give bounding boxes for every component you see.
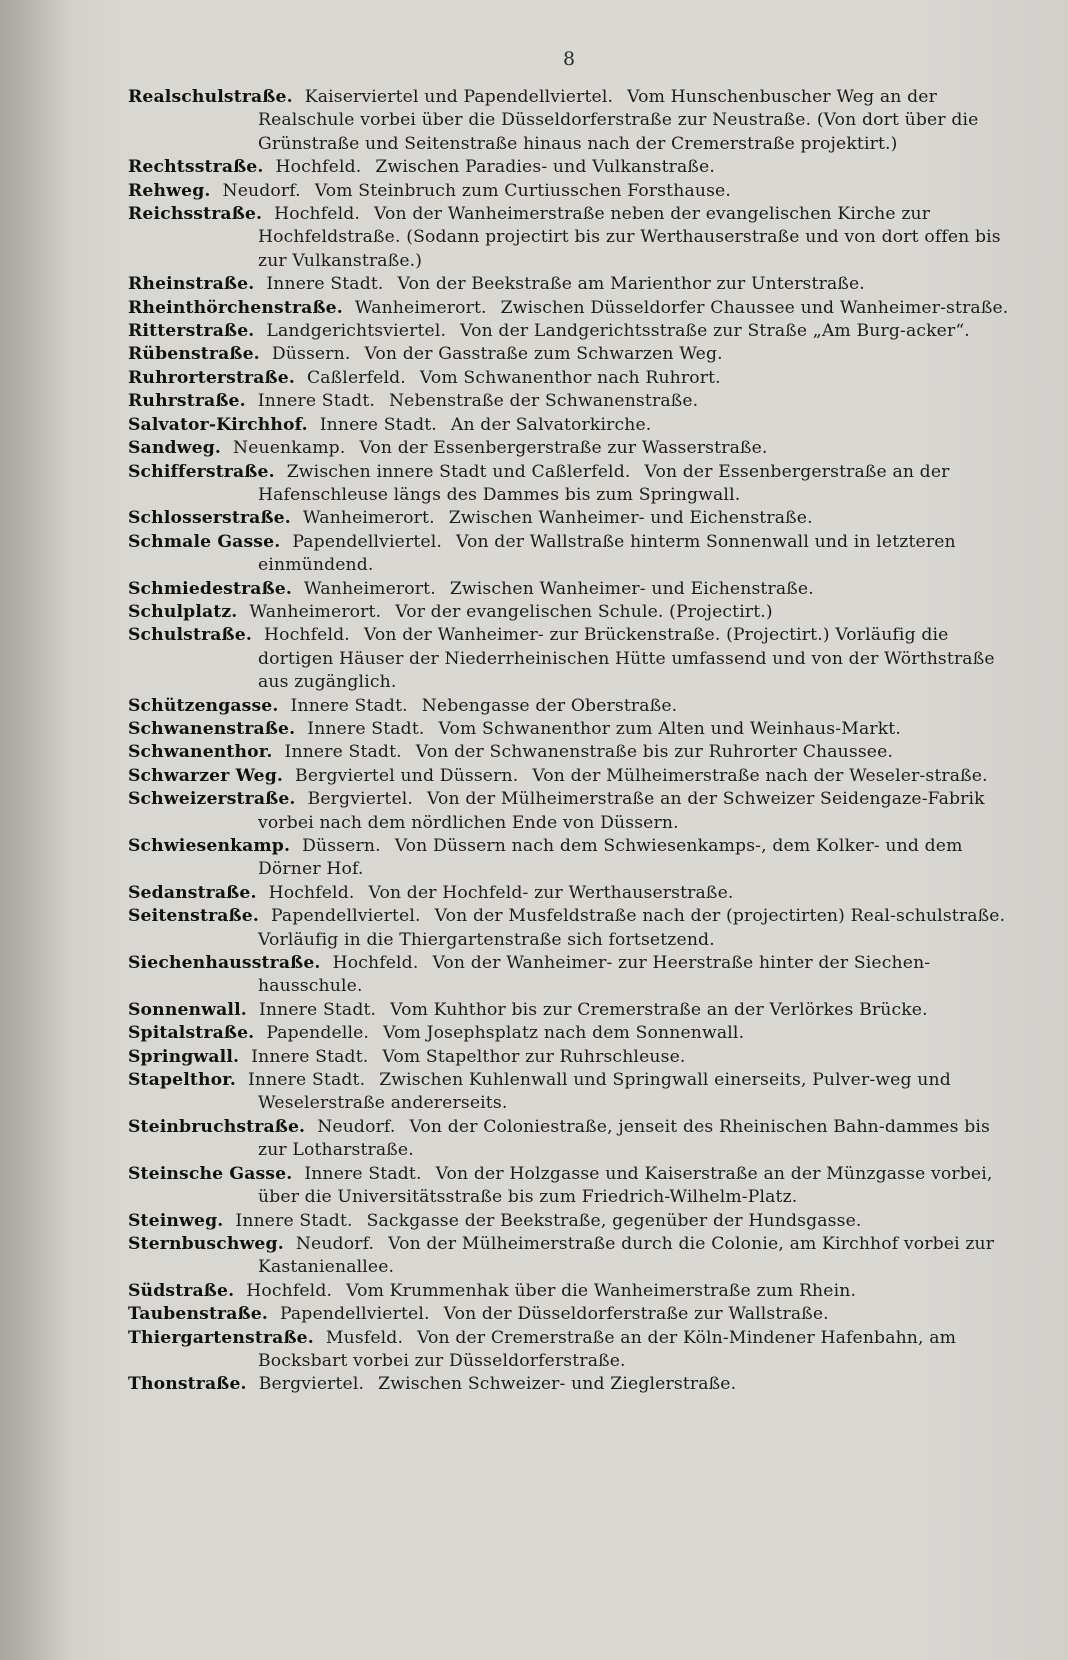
street-description: Vom Krummenhak über die Wanheimerstraße zum Rhein.	[346, 1280, 857, 1301]
street-entry	[128, 367, 1016, 390]
street-name: Rheinthörchenstraße.	[128, 297, 343, 318]
street-name: Schmale Gasse.	[128, 531, 281, 552]
street-name: Spitalstraße.	[128, 1023, 255, 1044]
street-description: Von der Coloniestraße, jenseit des Rheinischen Bahn-dammes bis zur Lotharstraße.	[258, 1116, 990, 1161]
street-description: Zwischen Schweizer- und Zieglerstraße.	[378, 1374, 737, 1395]
street-name: Schweizerstraße.	[128, 789, 296, 810]
street-entry	[128, 1303, 1016, 1326]
street-name: Siechenhausstraße.	[128, 953, 321, 974]
street-name: Steinweg.	[128, 1210, 224, 1231]
street-description: Zwischen Wanheimer- und Eichenstraße.	[448, 508, 813, 529]
street-entry	[128, 1210, 1016, 1233]
street-description: Von der Musfeldstraße nach der (projectirten) Real-schulstraße. Vorläufig in die Thiergartenstraße sich fortsetzend.	[258, 906, 1006, 950]
street-name: Taubenstraße.	[128, 1304, 268, 1325]
street-description: An der Salvatorkirche.	[450, 414, 652, 435]
street-district: Innere Stadt.	[251, 1046, 369, 1067]
street-name: Thiergartenstraße.	[128, 1327, 314, 1348]
street-district: Bergviertel.	[258, 1374, 365, 1395]
street-name: Rehweg.	[128, 180, 211, 201]
street-entry	[128, 1327, 1016, 1374]
street-entry	[128, 320, 1016, 343]
street-name: Schulplatz.	[128, 601, 238, 622]
street-description: Nebenstraße der Schwanenstraße.	[388, 391, 699, 412]
street-name: Rechtsstraße.	[128, 157, 264, 178]
street-district: Innere Stadt.	[266, 274, 384, 295]
street-entry	[128, 765, 1016, 788]
street-description: Zwischen Kuhlenwall und Springwall einerseits, Pulver-weg und Weselerstraße andererseits.	[258, 1070, 951, 1114]
street-district: Innere Stadt.	[319, 414, 437, 435]
street-description: Zwischen Wanheimer- und Eichenstraße.	[449, 578, 814, 599]
street-district: Düssern.	[302, 836, 381, 856]
page-number: 8	[562, 48, 576, 70]
street-entry	[128, 437, 1016, 460]
street-district: Neudorf.	[222, 180, 301, 201]
street-entry	[128, 273, 1016, 296]
street-description: Vom Steinbruch zum Curtiusschen Forsthause.	[314, 180, 731, 201]
street-district: Wanheimerort.	[302, 508, 435, 529]
street-description: Von der Wanheimer- zur Brückenstraße. (Projectirt.) Vorläufig die dortigen Häuser der Niederrheinischen Hütte umfassend und von der Wörthstraße aus zugänglich.	[258, 625, 995, 693]
street-name: Thonstraße.	[128, 1374, 247, 1395]
street-description: Von der Wanheimer- zur Heerstraße hinter der Siechen-hausschule.	[258, 953, 931, 997]
street-entry	[128, 601, 1016, 624]
street-description: Vor der evangelischen Schule. (Projectirt.)	[395, 601, 773, 622]
street-description: Zwischen Paradies- und Vulkanstraße.	[375, 157, 715, 178]
street-name: Schwarzer Weg.	[128, 765, 284, 786]
street-directory-list	[128, 86, 1016, 1397]
street-description: Nebengasse der Oberstraße.	[421, 695, 678, 716]
street-name: Springwall.	[128, 1046, 240, 1067]
street-district: Innere Stadt.	[284, 742, 402, 763]
street-district: Innere Stadt.	[247, 1070, 366, 1091]
street-description: Von der Wanheimerstraße neben der evangelischen Kirche zur Hochfeldstraße. (Sodann projectirt bis zur Werthauserstraße und von dort offen bis zur Vulkanstraße.)	[258, 204, 1001, 271]
street-description: Von der Cremerstraße an der Köln-Mindener Hafenbahn, am Bocksbart vorbei zur Düsseldorferstraße.	[258, 1327, 957, 1371]
street-description: Vom Hunschenbuscher Weg an der Realschule vorbei über die Düsseldorferstraße zur Neustraße. (Von dort über die Grünstraße und Seitenstraße hinaus nach der Cremerstraße projektirt.)	[258, 87, 979, 154]
street-description: Von der Hochfeld- zur Werthauserstraße.	[368, 882, 734, 903]
street-name: Schwanenthor.	[128, 742, 273, 763]
street-name: Sonnenwall.	[128, 999, 247, 1020]
street-district: Landgerichtsviertel.	[266, 321, 447, 342]
street-description: Von der Holzgasse und Kaiserstraße an der Münzgasse vorbei, über die Universitätsstraße bis zum Friedrich-Wilhelm-Platz.	[258, 1163, 993, 1208]
street-district: Innere Stadt.	[304, 1163, 422, 1184]
street-entry	[128, 788, 1016, 835]
street-district: Papendellviertel.	[292, 531, 442, 552]
street-name: Steinbruchstraße.	[128, 1116, 306, 1137]
street-district: Innere Stadt.	[307, 718, 425, 739]
street-entry	[128, 1046, 1016, 1069]
street-entry	[128, 203, 1016, 273]
street-description: Von der Mülheimerstraße an der Schweizer Seidengaze-Fabrik vorbei nach dem nördlichen Ende von Düssern.	[258, 789, 985, 833]
street-entry	[128, 1022, 1016, 1045]
street-district: Papendellviertel.	[279, 1304, 430, 1325]
street-district: Bergviertel und Düssern.	[295, 765, 519, 786]
street-entry	[128, 741, 1016, 764]
street-name: Seitenstraße.	[128, 906, 259, 927]
street-entry	[128, 1233, 1016, 1280]
street-entry	[128, 343, 1016, 366]
street-name: Sandweg.	[128, 438, 221, 459]
street-name: Schwiesenkamp.	[128, 836, 291, 856]
street-description: Zwischen Düsseldorfer Chaussee und Wanheimer-straße.	[500, 297, 1009, 318]
street-district: Zwischen innere Stadt und Caßlerfeld.	[286, 461, 631, 482]
street-district: Hochfeld.	[268, 882, 355, 903]
street-entry	[128, 835, 1016, 882]
street-entry	[128, 297, 1016, 320]
street-description: Sackgasse der Beekstraße, gegenüber der Hundsgasse.	[366, 1210, 862, 1231]
street-entry	[128, 999, 1016, 1022]
street-district: Neuenkamp.	[233, 438, 346, 459]
street-entry	[128, 1373, 1016, 1396]
street-description: Von der Landgerichtsstraße zur Straße „Am Burg-acker“.	[460, 321, 970, 342]
street-name: Sternbuschweg.	[128, 1233, 284, 1254]
street-name: Südstraße.	[128, 1280, 235, 1301]
street-description: Von der Essenbergerstraße zur Wasserstraße.	[359, 438, 768, 459]
street-district: Kaiserviertel und Papendellviertel.	[304, 87, 614, 107]
street-name: Ritterstraße.	[128, 321, 255, 342]
street-name: Steinsche Gasse.	[128, 1163, 293, 1184]
street-entry	[128, 718, 1016, 741]
street-description: Vom Josephsplatz nach dem Sonnenwall.	[383, 1023, 745, 1044]
street-description: Vom Schwanenthor zum Alten und Weinhaus-Markt.	[438, 718, 901, 739]
street-district: Hochfeld.	[246, 1280, 333, 1301]
street-entry	[128, 86, 1016, 156]
street-entry	[128, 952, 1016, 999]
street-description: Von der Essenbergerstraße an der Hafenschleuse längs des Dammes bis zum Springwall.	[258, 461, 950, 505]
street-description: Von der Gasstraße zum Schwarzen Weg.	[364, 344, 723, 365]
street-entry	[128, 624, 1016, 694]
street-entry	[128, 414, 1016, 437]
street-district: Musfeld.	[325, 1327, 404, 1348]
street-name: Schmiedestraße.	[128, 578, 293, 599]
street-name: Realschulstraße.	[128, 87, 293, 107]
street-name: Reichsstraße.	[128, 204, 263, 225]
street-description: Vom Schwanenthor nach Ruhrort.	[419, 367, 721, 388]
street-district: Bergviertel.	[307, 789, 414, 810]
street-entry	[128, 180, 1016, 203]
street-district: Hochfeld.	[275, 157, 362, 178]
street-district: Papendelle.	[266, 1023, 370, 1044]
street-entry	[128, 1116, 1016, 1163]
street-description: Von Düssern nach dem Schwiesenkamps-, dem Kolker- und dem Dörner Hof.	[258, 836, 963, 880]
street-district: Innere Stadt.	[290, 695, 408, 716]
street-name: Rheinstraße.	[128, 274, 255, 295]
street-district: Innere Stadt.	[235, 1210, 353, 1231]
street-district: Düssern.	[271, 344, 351, 365]
street-name: Stapelthor.	[128, 1070, 236, 1091]
street-entry	[128, 531, 1016, 578]
street-name: Schlosserstraße.	[128, 508, 291, 529]
street-district: Hochfeld.	[332, 953, 419, 974]
street-name: Salvator-Kirchhof.	[128, 414, 308, 435]
street-entry	[128, 905, 1016, 952]
street-description: Von der Schwanenstraße bis zur Ruhrorter Chaussee.	[415, 742, 894, 763]
street-district: Innere Stadt.	[257, 391, 375, 412]
street-district: Hochfeld.	[263, 625, 350, 646]
street-entry	[128, 578, 1016, 601]
street-description: Von der Mülheimerstraße nach der Weseler-straße.	[532, 765, 988, 786]
street-description: Vom Stapelthor zur Ruhrschleuse.	[382, 1046, 686, 1067]
street-name: Schützengasse.	[128, 695, 279, 716]
street-entry	[128, 156, 1016, 179]
street-district: Wanheimerort.	[354, 297, 487, 318]
street-description: Von der Mülheimerstraße durch die Colonie, am Kirchhof vorbei zur Kastanienallee.	[258, 1233, 995, 1278]
street-entry	[128, 461, 1016, 508]
street-name: Rübenstraße.	[128, 344, 260, 365]
street-name: Ruhrstraße.	[128, 391, 246, 412]
street-district: Wanheimerort.	[249, 601, 382, 622]
street-district: Innere Stadt.	[258, 999, 377, 1020]
page-gutter-shadow	[0, 0, 70, 1660]
street-name: Ruhrorterstraße.	[128, 367, 295, 388]
street-entry	[128, 507, 1016, 530]
street-entry	[128, 1280, 1016, 1303]
street-district: Caßlerfeld.	[306, 367, 406, 388]
street-entry	[128, 695, 1016, 718]
street-district: Wanheimerort.	[304, 578, 436, 599]
street-description: Vom Kuhthor bis zur Cremerstraße an der Verlörkes Brücke.	[390, 999, 928, 1020]
street-description: Von der Wallstraße hinterm Sonnenwall und in letzteren einmündend.	[258, 531, 956, 576]
street-description: Von der Beekstraße am Marienthor zur Unterstraße.	[397, 274, 865, 295]
street-name: Schifferstraße.	[128, 461, 275, 482]
street-description: Von der Düsseldorferstraße zur Wallstraße.	[443, 1304, 829, 1325]
street-name: Schulstraße.	[128, 625, 252, 646]
street-entry	[128, 882, 1016, 905]
street-entry	[128, 390, 1016, 413]
street-district: Neudorf.	[317, 1116, 396, 1137]
street-district: Papendellviertel.	[270, 906, 421, 927]
street-name: Schwanenstraße.	[128, 718, 296, 739]
street-entry	[128, 1069, 1016, 1116]
street-district: Neudorf.	[295, 1233, 375, 1254]
street-district: Hochfeld.	[274, 204, 361, 225]
street-entry	[128, 1163, 1016, 1210]
street-name: Sedanstraße.	[128, 882, 257, 903]
